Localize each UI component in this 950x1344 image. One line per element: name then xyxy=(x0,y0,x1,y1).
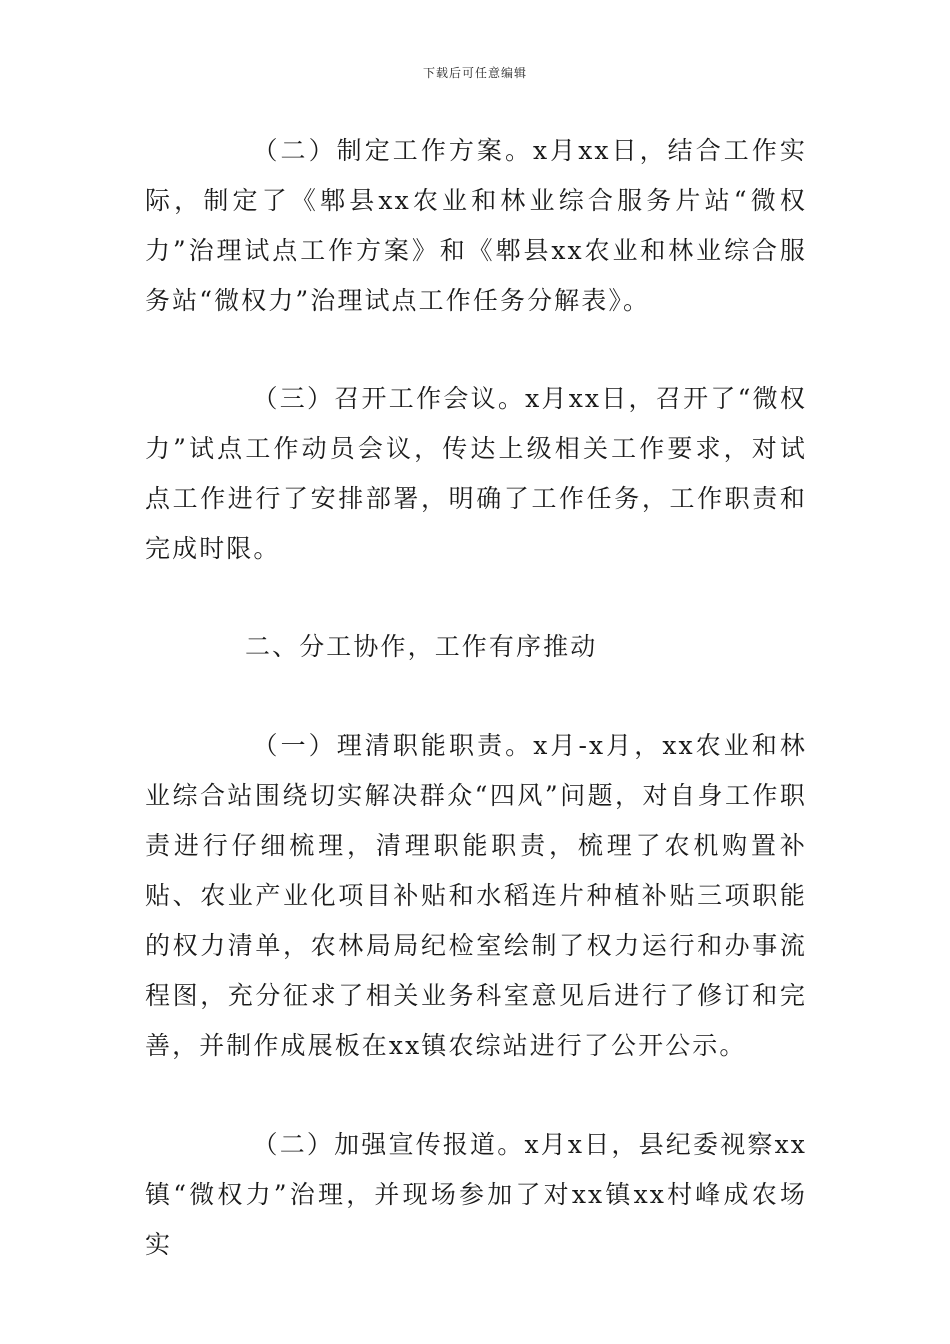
body-paragraph xyxy=(145,721,807,1071)
body-paragraph xyxy=(145,1120,807,1270)
header-note: 下载后可任意编辑 xyxy=(422,66,527,80)
body-paragraph xyxy=(145,374,807,574)
section-heading xyxy=(145,622,807,672)
paragraph-text: （二）加强宣传报道。x月x日，县纪委视察xx镇“微权力”治理，并现场参加了对xx镇xx村峰成农场实 xyxy=(145,1130,807,1259)
paragraph-text: （三）召开工作会议。x月xx日，召开了“微权力”试点工作动员会议，传达上级相关工作要求，对试点工作进行了安排部署，明确了工作任务，工作职责和完成时限。 xyxy=(145,384,807,563)
paragraph-text: （一）理清职能职责。x月-x月，xx农业和林业综合站围绕切实解决群众“四风”问题，对自身工作职责进行仔细梳理，清理职能职责，梳理了农机购置补贴、农业产业化项目补贴和水稻连片种植补贴三项职能的权力清单，农林局局纪检室绘制了权力运行和办事流程图，充分征求了相关业务科室意见后进行了修订和完善，并制作成展板在xx镇农综站进行了公开公示。 xyxy=(145,731,807,1060)
paragraph-text: （二）制定工作方案。x月xx日，结合工作实际，制定了《郫县xx农业和林业综合服务片站“微权力”治理试点工作方案》和《郫县xx农业和林业综合服务站“微权力”治理试点工作任务分解表》。 xyxy=(145,136,807,315)
section-heading-text: 二、分工协作，工作有序推动 xyxy=(245,632,598,661)
body-paragraph xyxy=(145,126,807,326)
